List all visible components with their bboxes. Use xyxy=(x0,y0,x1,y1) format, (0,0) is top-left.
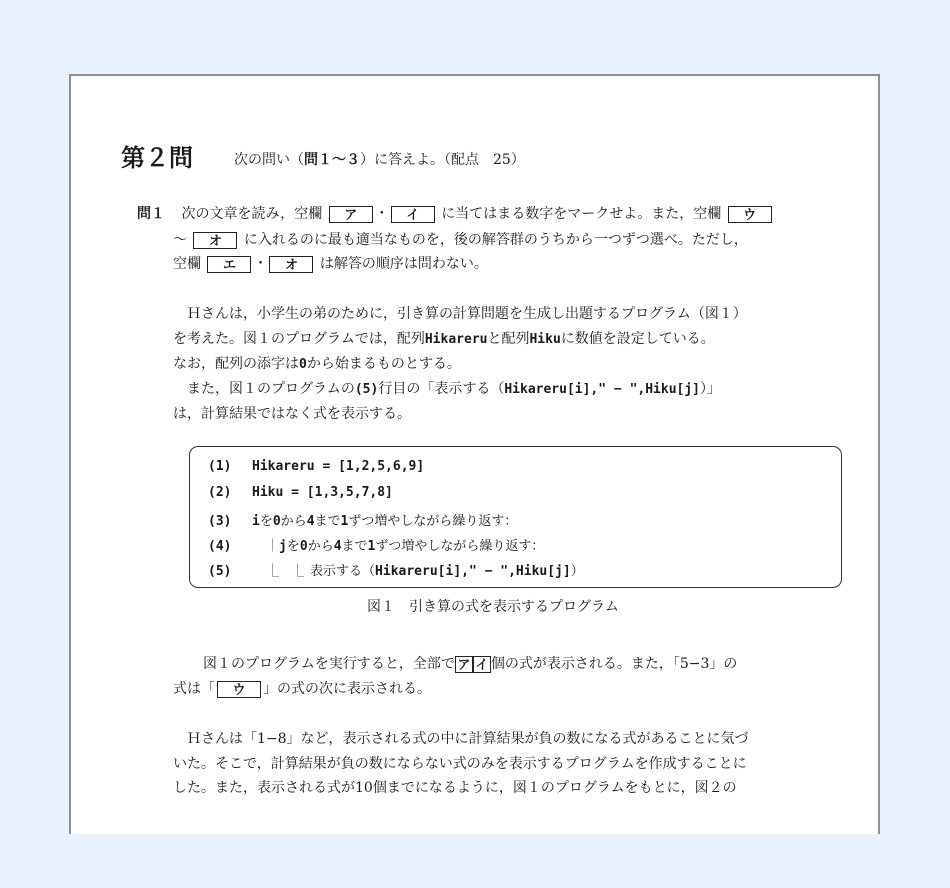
answer-digit-a: ア xyxy=(455,656,473,673)
para3-line2: いた。そこで，計算結果が負の数にならない式のみを表示するプログラムを作成することに xyxy=(173,756,747,772)
para3-line1: Ｈさんは「1−8」など，表示される式の中に計算結果が負の数になる式があることに気づ xyxy=(187,731,749,747)
q1-line1: 問１ 次の文章を読み，空欄 ア ・ イ に当てはまる数字をマークせよ。また，空欄 ウ xyxy=(137,203,774,223)
loop-bar: ｜ xyxy=(266,539,280,554)
question-range: 問１～３ xyxy=(304,152,360,168)
code-line-5: (5) ⎿ ⎿ 表示する（Hikareru[i]," − ",Hiku[j]） xyxy=(208,564,584,579)
blank-a: ア xyxy=(329,206,373,223)
answer-digit-i: イ xyxy=(473,656,491,673)
code-line-2: (2) Hiku = [1,3,5,7,8] xyxy=(208,485,393,500)
para1-line3: なお，配列の添字は0から始まるものとする。 xyxy=(173,356,461,372)
question-instruction: 次の問い（問１～３）に答えよ。（配点 25） xyxy=(234,152,525,168)
para1-line4: また，図１のプログラムの(5)行目の「表示する（Hikareru[i]," − ",Hiku[j]）」 xyxy=(187,381,722,397)
blank-o-2: オ xyxy=(269,256,313,273)
exam-page xyxy=(69,74,880,834)
para1-line5: は，計算結果ではなく式を表示する。 xyxy=(173,406,411,422)
para3-line3: した。また，表示される式が10個までになるように，図１のプログラムをもとに，図２の xyxy=(173,780,737,796)
program-figure-1 xyxy=(189,446,842,588)
code-line-1: (1) Hikareru = [1,2,5,6,9] xyxy=(208,459,425,474)
blank-e: エ xyxy=(207,256,251,273)
code-line-4: (4) ｜jを0から4まで1ずつ増やしながら繰り返す： xyxy=(208,539,545,554)
q1-line2: ～ オ に入れるのに最も適当なものを，後の解答群のうちから一つずつ選べ。ただし， xyxy=(173,232,748,249)
q1-line3: 空欄 エ ・ オ は解答の順序は問わない。 xyxy=(173,256,488,273)
figure-1-caption: 図１ 引き算の式を表示するプログラム xyxy=(367,599,619,615)
code-line-3: (3) iを0から4まで1ずつ増やしながら繰り返す： xyxy=(208,514,518,529)
loop-end-bar-2: ⎿ xyxy=(291,564,305,579)
blank-i: イ xyxy=(391,206,435,223)
loop-end-bar-1: ⎿ xyxy=(266,564,280,579)
question-number: 第２問 xyxy=(121,144,193,172)
para2-line1: 図１のプログラムを実行すると，全部で ア イ 個の式が表示される。また，「5−3」の xyxy=(203,656,738,673)
para1-line2: を考えた。図１のプログラムでは，配列Hikareruと配列Hikuに数値を設定している。 xyxy=(173,331,715,347)
para2-line2: 式は「 ウ 」の式の次に表示される。 xyxy=(173,681,431,698)
para1-line1: Ｈさんは，小学生の弟のために，引き算の計算問題を生成し出題するプログラム（図１） xyxy=(187,306,747,322)
blank-u: ウ xyxy=(728,206,772,223)
blank-o: オ xyxy=(193,232,237,249)
q1-label: 問１ xyxy=(137,206,165,222)
blank-u-2: ウ xyxy=(217,681,261,698)
